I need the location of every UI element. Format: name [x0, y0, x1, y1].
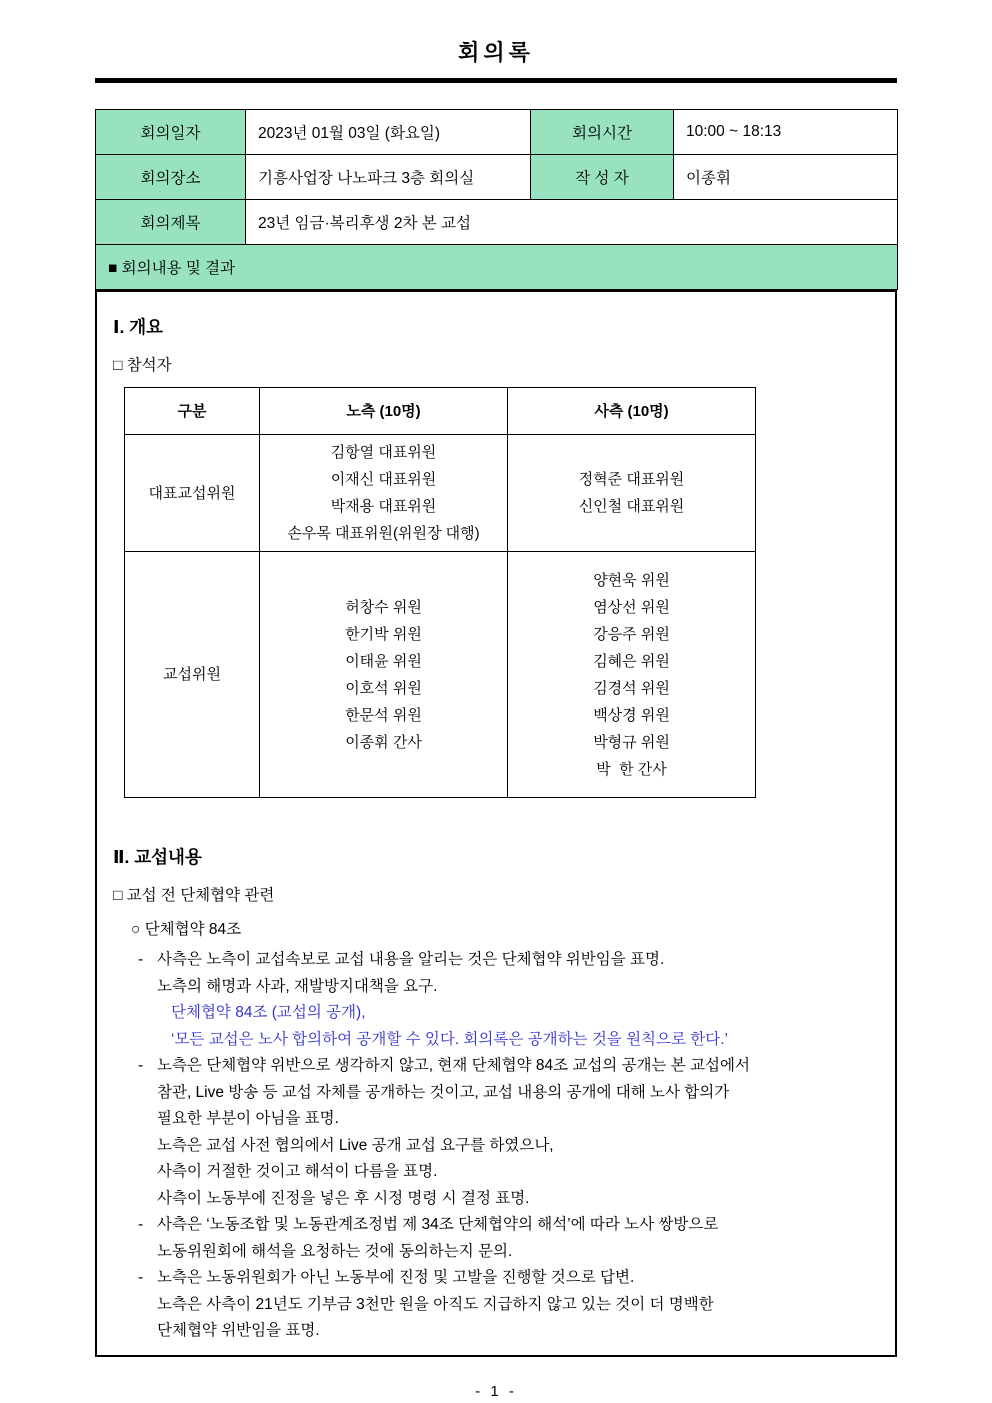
line-text: 노측은 사측이 21년도 기부금 3천만 원을 아직도 지급하지 않고 있는 것이 더 명백한 — [157, 1295, 714, 1313]
dash-bullet: - — [138, 1216, 144, 1233]
attendees-category: 교섭위원 — [125, 552, 260, 798]
writer-label: 작 성 자 — [531, 155, 674, 200]
attendees-labor-list — [260, 435, 508, 552]
attendee: 허창수 위원 — [345, 598, 422, 616]
negotiation-line — [138, 1133, 881, 1160]
negotiation-line — [138, 1212, 881, 1239]
attendees-labor-list — [260, 552, 508, 798]
line-text: 사측이 거절한 것이고 해석이 다름을 표명. — [157, 1163, 438, 1180]
dash-bullet — [138, 974, 157, 1001]
meeting-date-value: 2023년 01월 03일 (화요일) — [246, 110, 531, 155]
attendee: 손우목 대표위원(위원장 대행) — [287, 525, 480, 542]
attendees-row-members — [125, 552, 756, 798]
dash-bullet: - — [138, 951, 144, 968]
attendee: 한문석 위원 — [345, 706, 422, 724]
title-divider — [95, 78, 897, 83]
negotiation-line — [138, 1080, 881, 1107]
line-text: 단체협약 84조 (교섭의 공개), — [171, 1004, 366, 1021]
line-text: 사측이 노동부에 진정을 넣은 후 시정 명령 시 결정 표명. — [157, 1189, 530, 1207]
attendee: 박형규 위원 — [593, 733, 670, 751]
attendee: 김혜은 위원 — [593, 652, 670, 670]
meeting-place-value: 기흥사업장 나노파크 3층 회의실 — [246, 155, 531, 200]
dash-bullet — [138, 1318, 157, 1345]
attendee: 이재신 대표위원 — [330, 471, 437, 488]
attendee: 이태윤 위원 — [345, 652, 422, 670]
meeting-time-value: 10:00 ~ 18:13 — [674, 110, 898, 155]
section-header-meeting-results: ■ 회의내용 및 결과 — [96, 245, 898, 290]
negotiation-line — [138, 974, 881, 1001]
line-text: 사측은 ‘노동조합 및 노동관계조정법 제 34조 단체협약의 해석’에 따라 노사 쌍방으로 — [157, 1216, 719, 1233]
line-text: ‘모든 교섭은 노사 합의하여 공개할 수 있다. 회의록은 공개하는 것을 원칙으로 한다.’ — [171, 1030, 728, 1048]
line-text: 노측의 해명과 사과, 재발방지대책을 요구. — [157, 977, 438, 995]
attendee: 이호석 위원 — [345, 679, 422, 697]
attendee: 강응주 위원 — [593, 625, 670, 643]
attendees-category: 대표교섭위원 — [125, 435, 260, 552]
meeting-content-box — [95, 290, 897, 1357]
negotiation-line-quote — [152, 1000, 881, 1027]
attendee: 이종휘 간사 — [345, 733, 422, 751]
attendees-subheading: □ 참석자 — [113, 357, 172, 374]
negotiation-subheading: □ 교섭 전 단체협약 관련 — [113, 887, 275, 904]
overview-heading: Ⅰ. 개요 — [113, 317, 164, 337]
meeting-place-label: 회의장소 — [96, 155, 246, 200]
attendee: 염상선 위원 — [593, 598, 670, 616]
attendees-header-row — [125, 388, 756, 435]
negotiation-line — [138, 1159, 881, 1186]
negotiation-line — [138, 1239, 881, 1266]
negotiation-line — [138, 947, 881, 974]
attendee: 박 한 간사 — [596, 760, 667, 778]
page-number: - 1 - — [475, 1382, 517, 1400]
negotiation-line — [138, 1053, 881, 1080]
line-text: 노동위원회에 해석을 요청하는 것에 동의하는지 문의. — [157, 1242, 513, 1260]
attendees-header-category: 구분 — [125, 388, 260, 435]
meeting-title-label: 회의제목 — [96, 200, 246, 245]
meeting-time-label: 회의시간 — [531, 110, 674, 155]
meeting-info-table — [95, 109, 898, 290]
negotiation-heading: Ⅱ. 교섭내용 — [113, 847, 202, 867]
dash-bullet — [138, 1186, 157, 1213]
attendee: 백상경 위원 — [593, 706, 670, 724]
negotiation-line — [138, 1186, 881, 1213]
attendees-header-management: 사측 (10명) — [508, 388, 756, 435]
attendees-header-labor: 노측 (10명) — [260, 388, 508, 435]
line-text: 노측은 노동위원회가 아닌 노동부에 진정 및 고발을 진행할 것으로 답변. — [157, 1269, 635, 1286]
attendee: 김경석 위원 — [593, 679, 670, 697]
table-row — [96, 110, 898, 155]
meeting-title-value: 23년 임금·복리후생 2차 본 교섭 — [246, 200, 898, 245]
negotiation-line — [138, 1106, 881, 1133]
attendee: 양현욱 위원 — [593, 571, 670, 589]
negotiation-line-quote — [152, 1027, 881, 1054]
dash-bullet — [138, 1106, 157, 1133]
table-row — [96, 155, 898, 200]
line-text: 노측은 단체협약 위반으로 생각하지 않고, 현재 단체협약 84조 교섭의 공개는 본 교섭에서 — [157, 1057, 750, 1074]
negotiation-topic: ○ 단체협약 84조 — [131, 921, 242, 938]
dash-bullet — [138, 1159, 157, 1186]
attendees-table — [124, 387, 756, 798]
attendees-management-list — [508, 435, 756, 552]
dash-bullet: - — [138, 1269, 144, 1286]
dash-bullet — [138, 1239, 157, 1266]
attendees-management-list — [508, 552, 756, 798]
line-text: 참관, Live 방송 등 교섭 자체를 공개하는 것이고, 교섭 내용의 공개에 대해 노사 합의가 — [157, 1083, 730, 1101]
line-text: 필요한 부분이 아님을 표명. — [157, 1110, 339, 1127]
attendee: 김항열 대표위원 — [330, 444, 437, 461]
document-page — [95, 0, 897, 1400]
table-row — [96, 245, 898, 290]
table-row — [96, 200, 898, 245]
dash-bullet — [152, 1000, 171, 1027]
negotiation-line — [138, 1318, 881, 1345]
attendees-row-chief — [125, 435, 756, 552]
line-text: 노측은 교섭 사전 협의에서 Live 공개 교섭 요구를 하였으나, — [157, 1136, 554, 1154]
dash-bullet: - — [138, 1057, 144, 1074]
line-text: 단체협약 위반임을 표명. — [157, 1322, 320, 1339]
attendee: 한기박 위원 — [345, 625, 422, 643]
meeting-date-label: 회의일자 — [96, 110, 246, 155]
negotiation-line — [138, 1265, 881, 1292]
dash-bullet — [138, 1292, 157, 1319]
negotiation-line — [138, 1292, 881, 1319]
dash-bullet — [138, 1133, 157, 1160]
dash-bullet — [152, 1027, 171, 1054]
attendee: 신인철 대표위원 — [578, 498, 685, 515]
line-text: 사측은 노측이 교섭속보로 교섭 내용을 알리는 것은 단체협약 위반임을 표명. — [157, 951, 665, 968]
attendee: 박재용 대표위원 — [330, 498, 437, 515]
writer-value: 이종휘 — [674, 155, 898, 200]
dash-bullet — [138, 1080, 157, 1107]
document-title: 회의록 — [458, 40, 534, 65]
attendee: 정혁준 대표위원 — [578, 471, 685, 488]
